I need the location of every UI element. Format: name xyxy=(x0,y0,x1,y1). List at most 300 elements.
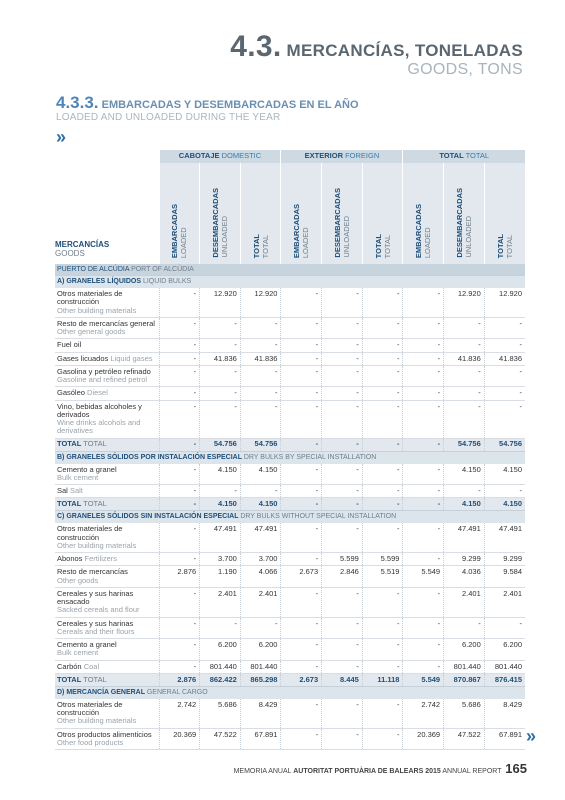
column-header-es: DESEMBARCADAS xyxy=(332,188,342,258)
table-cell: - xyxy=(322,523,363,552)
table-cell: - xyxy=(362,352,403,365)
column-header-en: TOTAL xyxy=(504,234,514,258)
total-cell: 54.756 xyxy=(240,438,281,451)
table-cell: - xyxy=(240,365,281,387)
table-cell: 4.066 xyxy=(240,566,281,588)
row-label-es: Vino, bebidas alcoholes y derivados xyxy=(57,401,142,419)
table-cell: 2.876 xyxy=(159,566,200,588)
footer-suffix: ANNUAL REPORT xyxy=(442,768,502,775)
table-cell: 4.036 xyxy=(444,566,485,588)
total-cell: - xyxy=(159,438,200,451)
column-header xyxy=(403,163,444,264)
table-cell: 5.519 xyxy=(362,566,403,588)
section-name-en: GENERAL CARGO xyxy=(146,688,208,696)
table-cell: - xyxy=(240,317,281,339)
column-header xyxy=(159,163,200,264)
row-label-es: Sal xyxy=(57,486,68,495)
column-header-es: TOTAL xyxy=(495,233,505,258)
table-cell: - xyxy=(240,617,281,639)
table-cell: - xyxy=(159,639,200,661)
row-label xyxy=(55,339,159,352)
table-cell: - xyxy=(159,339,200,352)
row-label-es: Resto de mercancías general xyxy=(57,318,155,328)
table-cell: 2.401 xyxy=(444,587,485,617)
column-header-es: DESEMBARCADAS xyxy=(454,188,464,258)
table-cell: - xyxy=(403,387,444,400)
section-name-es: A) GRANELES LÍQUIDOS xyxy=(57,278,142,286)
table-row xyxy=(55,523,525,552)
table-cell: 9.299 xyxy=(484,553,525,566)
table-cell: - xyxy=(362,365,403,387)
table-cell: - xyxy=(159,387,200,400)
row-label-en: Gasoline and refined petrol xyxy=(57,375,148,384)
total-cell: - xyxy=(159,498,200,511)
total-label-en: TOTAL xyxy=(83,499,107,509)
table-cell: - xyxy=(322,387,363,400)
table-cell: - xyxy=(484,617,525,639)
table-row xyxy=(55,288,525,317)
section-number: 4.3. xyxy=(230,30,282,63)
table-row xyxy=(55,566,525,588)
row-label-es: Otros productos alimenticios xyxy=(57,729,152,739)
table-cell: - xyxy=(159,660,200,673)
column-header-en: TOTAL xyxy=(260,234,270,258)
table-cell: 6.200 xyxy=(240,639,281,661)
table-cell: - xyxy=(200,365,241,387)
row-label-en: Cereals and their flours xyxy=(57,626,135,636)
table-cell: - xyxy=(240,485,281,498)
table-cell: 47.491 xyxy=(240,523,281,552)
row-label-en: Salt xyxy=(69,486,83,495)
row-label xyxy=(55,288,159,317)
table-cell: - xyxy=(444,617,485,639)
table-cell: - xyxy=(200,339,241,352)
total-cell: 4.150 xyxy=(200,498,241,511)
table-cell: - xyxy=(322,660,363,673)
table-row xyxy=(55,317,525,339)
table-cell: 12.920 xyxy=(444,288,485,317)
table-cell: - xyxy=(281,485,322,498)
table-cell: 47.522 xyxy=(200,728,241,750)
total-label xyxy=(55,438,159,451)
table-cell: 2.401 xyxy=(200,587,241,617)
row-label-es: Gasóleo xyxy=(57,388,85,398)
total-cell: 876.415 xyxy=(484,673,525,686)
goods-column-header xyxy=(55,163,159,264)
table-cell: 801.440 xyxy=(484,660,525,673)
row-label-es: Resto de mercancías xyxy=(57,567,128,577)
column-header-es: EMBARCADAS xyxy=(292,203,302,258)
table-cell: - xyxy=(403,317,444,339)
table-cell: - xyxy=(322,365,363,387)
table-cell: 12.920 xyxy=(484,288,525,317)
footer-org: AUTORITAT PORTUÀRIA DE BALEARS 2015 xyxy=(293,768,441,775)
table-cell: 20.369 xyxy=(403,728,444,750)
table-cell: 47.522 xyxy=(444,728,485,750)
column-header-row xyxy=(55,163,525,264)
table-cell: - xyxy=(281,699,322,728)
total-cell: 4.150 xyxy=(484,498,525,511)
section-row xyxy=(55,276,525,289)
total-cell: 865.298 xyxy=(240,673,281,686)
table-cell: 4.150 xyxy=(200,464,241,485)
table-cell: 20.369 xyxy=(159,728,200,750)
table-cell: - xyxy=(484,339,525,352)
table-cell: - xyxy=(403,352,444,365)
table-cell: 8.429 xyxy=(484,699,525,728)
table-cell: 5.549 xyxy=(403,566,444,588)
port-row xyxy=(55,264,525,276)
table-cell: - xyxy=(403,639,444,661)
row-label-en: Other food products xyxy=(57,737,124,747)
table-cell: 12.920 xyxy=(200,288,241,317)
row-label xyxy=(55,400,159,438)
section-name-en: DRY BULKS BY SPECIAL INSTALLATION xyxy=(243,453,377,461)
table-row xyxy=(55,728,525,750)
section-label xyxy=(55,451,525,464)
subsection-header xyxy=(56,93,359,123)
total-cell: - xyxy=(281,498,322,511)
table-cell: - xyxy=(281,587,322,617)
table-cell: 3.700 xyxy=(200,553,241,566)
table-cell: - xyxy=(484,387,525,400)
column-header xyxy=(240,163,281,264)
table-cell: 801.440 xyxy=(240,660,281,673)
table-cell: 2.742 xyxy=(403,699,444,728)
row-label xyxy=(55,485,159,498)
table-cell: 1.190 xyxy=(200,566,241,588)
row-label-es: Gasolina y petróleo refinado xyxy=(57,366,151,376)
column-header-en: UNLOADED xyxy=(341,216,351,258)
table-cell: - xyxy=(362,317,403,339)
table-cell: - xyxy=(240,400,281,438)
group-header-es: CABOTAJE xyxy=(178,151,220,161)
table-cell: 8.429 xyxy=(240,699,281,728)
group-header-es: TOTAL xyxy=(439,151,464,161)
table-cell: 6.200 xyxy=(484,639,525,661)
table-cell: - xyxy=(159,523,200,552)
group-header-en: FOREIGN xyxy=(345,151,380,161)
row-label-es: Cemento a granel xyxy=(57,640,117,649)
table-cell: - xyxy=(159,400,200,438)
total-cell: 4.150 xyxy=(444,498,485,511)
column-header-en: UNLOADED xyxy=(463,216,473,258)
column-header-es: TOTAL xyxy=(373,233,383,258)
table-cell: 9.299 xyxy=(444,553,485,566)
table-cell: 6.200 xyxy=(200,639,241,661)
table-row xyxy=(55,339,525,352)
section-title xyxy=(230,30,523,64)
subsection-title-en: LOADED AND UNLOADED DURING THE YEAR xyxy=(56,112,281,123)
table-cell: - xyxy=(444,365,485,387)
row-label-en: Coal xyxy=(83,661,100,671)
table-cell: - xyxy=(362,387,403,400)
row-label-en: Other building materials xyxy=(57,540,137,550)
port-label xyxy=(55,264,525,276)
table-row xyxy=(55,352,525,365)
row-label xyxy=(55,523,159,552)
total-cell: - xyxy=(322,498,363,511)
table-cell: - xyxy=(322,317,363,339)
row-label-en: Other general goods xyxy=(57,327,126,336)
table-cell: - xyxy=(322,464,363,485)
table-cell: - xyxy=(322,699,363,728)
table-cell: 6.200 xyxy=(444,639,485,661)
row-label-es: Cemento a granel xyxy=(57,464,117,474)
table-cell: - xyxy=(403,464,444,485)
column-header-es: TOTAL xyxy=(251,233,261,258)
row-label xyxy=(55,699,159,728)
table-cell: - xyxy=(322,288,363,317)
goods-table xyxy=(55,150,525,750)
group-header-es: EXTERIOR xyxy=(304,151,343,161)
goods-label-es: MERCANCÍAS xyxy=(55,240,110,250)
section-row xyxy=(55,511,525,524)
table-cell: - xyxy=(362,400,403,438)
total-cell: 11.118 xyxy=(362,673,403,686)
total-cell: 4.150 xyxy=(240,498,281,511)
total-row xyxy=(55,498,525,511)
column-header-en: LOADED xyxy=(423,227,433,258)
table-cell: 801.440 xyxy=(200,660,241,673)
total-label-es: TOTAL xyxy=(57,499,82,509)
table-cell: - xyxy=(403,660,444,673)
table-body xyxy=(55,264,525,750)
table-row xyxy=(55,464,525,485)
row-label-en: Other goods xyxy=(57,575,99,585)
total-row xyxy=(55,673,525,686)
table-cell: - xyxy=(362,485,403,498)
table-cell: - xyxy=(322,352,363,365)
row-label-en: Wine drinks alcohols and derivatives xyxy=(57,418,141,436)
row-label-en: Bulk cement xyxy=(57,472,99,482)
table-cell: - xyxy=(281,617,322,639)
table-row xyxy=(55,485,525,498)
table-cell: 9.584 xyxy=(484,566,525,588)
table-cell: - xyxy=(281,317,322,339)
table-cell: - xyxy=(362,699,403,728)
table-cell: 67.891 xyxy=(484,728,525,750)
section-name-es: C) GRANELES SÓLIDOS SIN INSTALACIÓN ESPECIAL xyxy=(57,513,239,521)
total-cell: - xyxy=(322,438,363,451)
table-cell: - xyxy=(159,365,200,387)
footer-prefix: MEMORIA ANUAL xyxy=(233,768,292,775)
section-title-en: GOODS, TONS xyxy=(407,61,523,78)
column-header-es: EMBARCADAS xyxy=(414,203,424,258)
chevron-right-icon: » xyxy=(56,127,67,147)
total-cell: - xyxy=(403,438,444,451)
table-cell: - xyxy=(200,317,241,339)
table-row xyxy=(55,387,525,400)
table-cell: 2.673 xyxy=(281,566,322,588)
column-header xyxy=(322,163,363,264)
table-row xyxy=(55,660,525,673)
table-cell: - xyxy=(159,587,200,617)
table-cell: - xyxy=(159,464,200,485)
row-label xyxy=(55,553,159,566)
table-cell: - xyxy=(362,728,403,750)
port-name-es: PUERTO DE ALCÚDIA xyxy=(57,265,130,273)
section-name-es: D) MERCANCÍA GENERAL xyxy=(57,688,145,696)
table-cell: - xyxy=(281,728,322,750)
table-cell: - xyxy=(322,400,363,438)
column-header-en: LOADED xyxy=(301,227,311,258)
table-cell: - xyxy=(484,400,525,438)
column-header-en: LOADED xyxy=(179,227,189,258)
group-header-en: TOTAL xyxy=(465,151,490,161)
total-cell: 870.867 xyxy=(444,673,485,686)
group-header xyxy=(159,150,281,163)
row-label-es: Cereales y sus harinas ensacado xyxy=(57,588,134,606)
table-cell: - xyxy=(362,288,403,317)
table-row xyxy=(55,639,525,661)
row-label xyxy=(55,660,159,673)
table-row xyxy=(55,587,525,617)
column-header xyxy=(444,163,485,264)
row-label-en: Other building materials xyxy=(57,716,137,726)
table-row xyxy=(55,400,525,438)
table-cell: - xyxy=(444,485,485,498)
column-header-es: DESEMBARCADAS xyxy=(211,188,220,258)
row-label-en: Sacked cereals and flour xyxy=(57,605,140,615)
total-cell: - xyxy=(281,438,322,451)
row-label xyxy=(55,317,159,339)
table-cell: - xyxy=(240,387,281,400)
blank-header xyxy=(55,150,159,163)
table-cell: - xyxy=(281,639,322,661)
table-cell: - xyxy=(281,553,322,566)
subsection-number: 4.3.3. xyxy=(56,93,99,112)
column-header xyxy=(484,163,525,264)
table-cell: 3.700 xyxy=(240,553,281,566)
section-row xyxy=(55,686,525,699)
total-label-en: TOTAL xyxy=(83,439,107,449)
table-cell: - xyxy=(281,400,322,438)
total-cell: 54.756 xyxy=(444,438,485,451)
table-cell: - xyxy=(444,317,485,339)
table-cell: - xyxy=(200,485,241,498)
row-label-es: Otros materiales de construcción xyxy=(57,699,123,717)
column-header xyxy=(281,163,322,264)
table-cell: - xyxy=(403,523,444,552)
total-cell: - xyxy=(362,438,403,451)
table-row xyxy=(55,553,525,566)
total-cell: 2.673 xyxy=(281,673,322,686)
table-cell: 5.686 xyxy=(200,699,241,728)
table-cell: - xyxy=(444,400,485,438)
table-cell: - xyxy=(322,639,363,661)
section-name-es: B) GRANELES SÓLIDOS POR INSTALACIÓN ESPECIAL xyxy=(57,453,242,461)
section-name-en: LIQUID BULKS xyxy=(142,278,192,286)
row-label xyxy=(55,387,159,400)
total-cell: 54.756 xyxy=(484,438,525,451)
table-cell: - xyxy=(322,587,363,617)
row-label-es: Abonos xyxy=(57,554,83,563)
total-label xyxy=(55,498,159,511)
table-cell: - xyxy=(362,617,403,639)
section-row xyxy=(55,451,525,464)
row-label xyxy=(55,617,159,639)
row-label-es: Cereales y sus harinas xyxy=(57,618,134,628)
table-cell: 4.150 xyxy=(484,464,525,485)
table-cell: - xyxy=(362,639,403,661)
total-cell: 5.549 xyxy=(403,673,444,686)
page-footer xyxy=(234,761,527,776)
port-name-en: PORT OF ALCÚDIA xyxy=(131,265,194,273)
section-label xyxy=(55,686,525,699)
row-label-en: Other building materials xyxy=(57,305,137,315)
table-cell: 47.491 xyxy=(484,523,525,552)
row-label-es: Gases licuados xyxy=(57,353,109,363)
total-cell: 2.876 xyxy=(159,673,200,686)
total-label-es: TOTAL xyxy=(57,674,82,684)
total-label xyxy=(55,673,159,686)
table-row xyxy=(55,365,525,387)
table-cell: - xyxy=(281,464,322,485)
row-label xyxy=(55,365,159,387)
row-label-en: Liquid gases xyxy=(110,353,153,363)
group-header-row xyxy=(55,150,525,163)
total-cell: - xyxy=(362,498,403,511)
total-cell: 8.445 xyxy=(322,673,363,686)
table-cell: - xyxy=(159,317,200,339)
group-header xyxy=(403,150,525,163)
total-label-en: TOTAL xyxy=(83,674,107,684)
table-cell: 2.846 xyxy=(322,566,363,588)
table-cell: - xyxy=(322,617,363,639)
table-cell: - xyxy=(362,339,403,352)
section-name-en: DRY BULKS WITHOUT SPECIAL INSTALLATION xyxy=(240,513,397,521)
table-cell: - xyxy=(403,553,444,566)
table-cell: - xyxy=(484,365,525,387)
table-cell: 2.401 xyxy=(240,587,281,617)
column-header-en: UNLOADED xyxy=(220,216,229,258)
table-row xyxy=(55,617,525,639)
table-cell: - xyxy=(322,339,363,352)
table-cell: - xyxy=(403,617,444,639)
table-cell: - xyxy=(159,288,200,317)
table-cell: - xyxy=(322,728,363,750)
row-label xyxy=(55,566,159,588)
table-cell: - xyxy=(281,352,322,365)
page-number: 165 xyxy=(505,761,527,776)
table-cell: 12.920 xyxy=(240,288,281,317)
row-label xyxy=(55,587,159,617)
table-cell: 41.836 xyxy=(444,352,485,365)
table-cell: 41.836 xyxy=(484,352,525,365)
table-cell: - xyxy=(362,464,403,485)
table-cell: - xyxy=(159,617,200,639)
table-cell: - xyxy=(444,387,485,400)
table-cell: - xyxy=(403,587,444,617)
total-cell: - xyxy=(403,498,444,511)
column-header xyxy=(362,163,403,264)
table-cell: - xyxy=(444,339,485,352)
table-cell: - xyxy=(362,587,403,617)
table-cell: 41.836 xyxy=(200,352,241,365)
table-cell: 2.742 xyxy=(159,699,200,728)
table-cell: - xyxy=(403,400,444,438)
group-header xyxy=(281,150,403,163)
subsection-title-es: EMBARCADAS Y DESEMBARCADAS EN EL AÑO xyxy=(101,99,359,111)
table-cell: 5.686 xyxy=(444,699,485,728)
row-label-es: Otros materiales de construcción xyxy=(57,289,123,307)
column-header-es: EMBARCADAS xyxy=(170,203,180,258)
table-cell: 67.891 xyxy=(240,728,281,750)
table-cell: - xyxy=(403,339,444,352)
row-label xyxy=(55,639,159,661)
table-cell: - xyxy=(484,485,525,498)
